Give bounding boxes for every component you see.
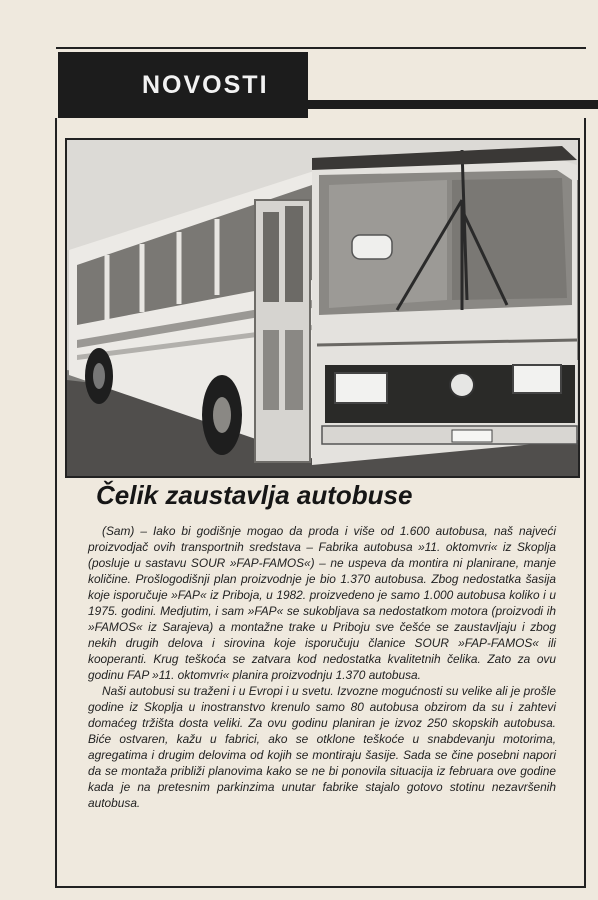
top-rule: [56, 47, 586, 49]
bus-illustration: [67, 140, 578, 476]
paragraph-2: Naši autobusi su traženi i u Evropi i u svetu. Izvozne mogućnosti su velike ali je prošle godine iz Skoplja u inostranstvo krenulo samo 80 autobusa obzirom da su i zahtevi domaćeg tržišta dosta veliki. Za ovu godinu planiran je izvoz 250 skopskih autobusa. Biće ostvaren, kažu u fabrici, ako se otklone teškoće u snabdevanju motorima, agregatima i drugim delovima od kojih se montiraju šasije. Sada se čine posebni napori da se montaža približi planovima kako se ne bi ponovila situacija iz februara ove godine kada je na pretesnim parkinzima unutar fabrike stajalo gotovo stotinu nezavršenih autobusa.: [88, 684, 556, 810]
bus-photo: [65, 138, 580, 478]
section-header: NOVOSTI: [58, 52, 308, 118]
article-body: [88, 523, 556, 811]
header-rule: [308, 100, 598, 109]
article-title: Čelik zaustavlja autobuse: [96, 480, 413, 510]
paragraph-1: (Sam) – Iako bi godišnje mogao da proda i više od 1.600 autobusa, naš najveći proizvodjač ovih transportnih sredstava – Fabrika autobusa »11. oktomvri« iz Skoplja (posluje u sastavu SOUR »FAP-FAMOS«) – ne uspeva da montira ni planirane, manje količine. Prošlogodišnji plan proizvodnje je bio 1.370 autobusa. Zbog nedostatka šasija koje isporučuje »FAP« iz Priboja, u 1982. proizvedeno je samo 1.000 autobusa koliko i u 1975. godini. Medjutim, i sam »FAP« se sukobljava sa nedostatkom motora (proizvodi ih »FAMOS« iz Sarajeva) a montažne trake u Priboju sve češće se zaustavljaju i zbog nekih drugih delova i sirovina koje isporučuju članice SOUR »FAP-FAMOS« ili kooperanti. Krug teškoća se zatvara kod nedostatka kvalitetnih čelika. Zato za ovu godinu FAP »11. oktomvri« planira proizvodnju 1.370 autobusa.: [88, 524, 556, 682]
